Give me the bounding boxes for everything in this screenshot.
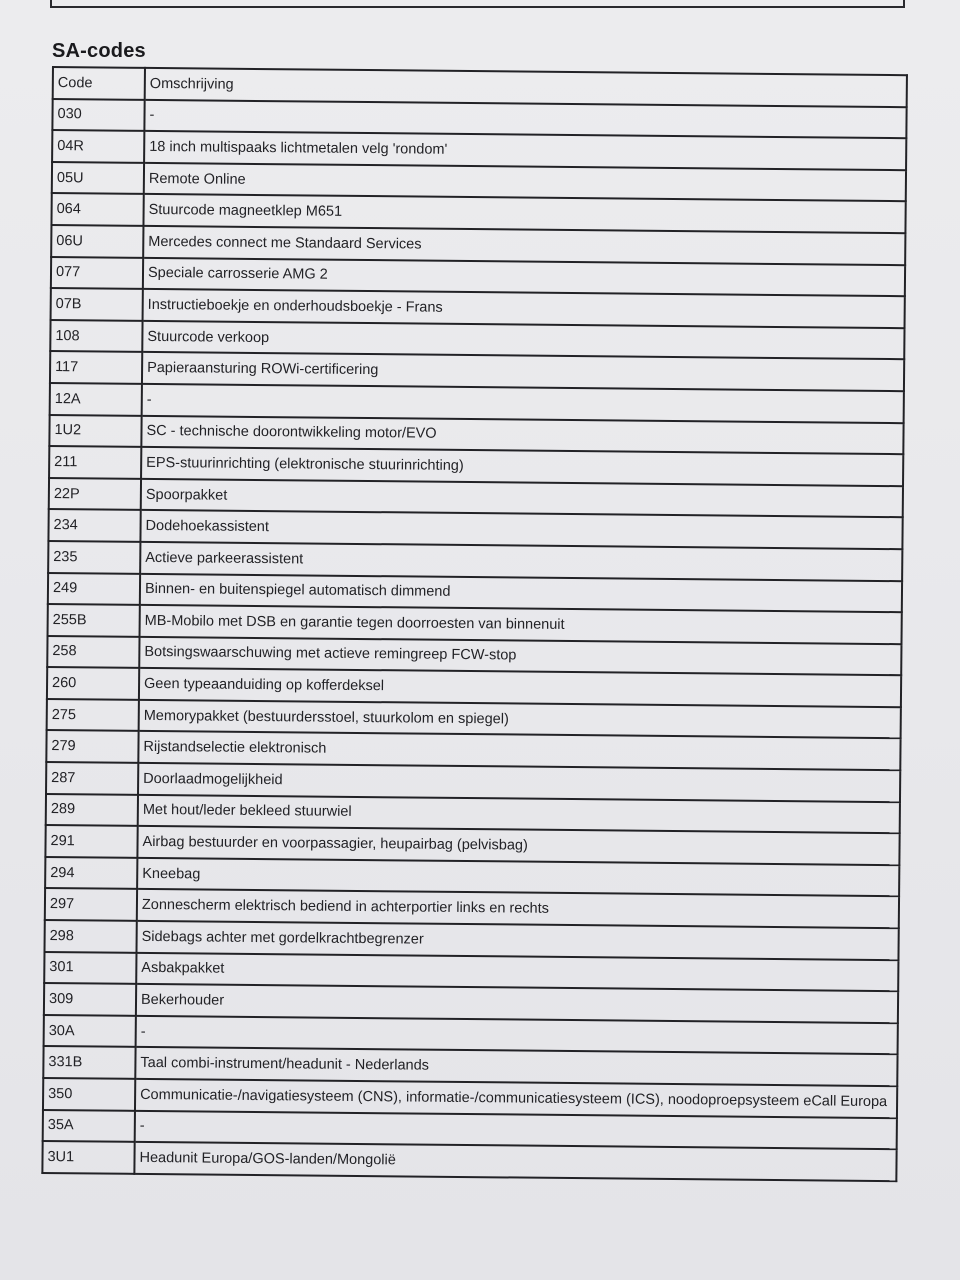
description-cell: Bekerhouder xyxy=(136,984,898,1023)
description-cell: Stuurcode magneetklep M651 xyxy=(143,194,905,233)
description-cell: Airbag bestuurder en voorpassagier, heupairbag (pelvisbag) xyxy=(137,826,899,865)
description-cell: - xyxy=(144,99,906,138)
description-cell: Rijstandselectie elektronisch xyxy=(138,731,900,770)
description-cell: Binnen- en buitenspiegel automatisch dimmend xyxy=(140,573,902,612)
code-cell: 077 xyxy=(51,257,143,289)
code-cell: 108 xyxy=(50,320,142,352)
code-cell: 234 xyxy=(48,509,140,541)
description-cell: Botsingswaarschuwing met actieve remingreep FCW-stop xyxy=(139,637,901,676)
code-cell: 255B xyxy=(48,604,140,636)
code-cell: 117 xyxy=(50,351,142,383)
sa-codes-table-container xyxy=(41,66,908,1182)
code-cell: 030 xyxy=(52,99,144,131)
code-cell: 294 xyxy=(45,857,137,889)
code-cell: 235 xyxy=(48,541,140,573)
description-cell: SC - technische doorontwikkeling motor/EVO xyxy=(141,415,903,454)
description-cell: - xyxy=(136,1016,898,1055)
sa-codes-table xyxy=(41,66,908,1182)
description-cell: Doorlaadmogelijkheid xyxy=(138,763,900,802)
description-cell: Stuurcode verkoop xyxy=(142,321,904,360)
description-cell: Instructieboekje en onderhoudsboekje - Frans xyxy=(143,289,905,328)
code-cell: 05U xyxy=(52,162,144,194)
description-cell: Speciale carrosserie AMG 2 xyxy=(143,257,905,296)
description-cell: Headunit Europa/GOS-landen/Mongolië xyxy=(134,1142,896,1181)
description-cell: MB-Mobilo met DSB en garantie tegen doorroesten van binnenuit xyxy=(140,605,902,644)
code-cell: 287 xyxy=(46,762,138,794)
table-body xyxy=(42,99,906,1181)
code-cell: 297 xyxy=(45,888,137,920)
code-cell: 06U xyxy=(51,225,143,257)
code-cell: 22P xyxy=(49,478,141,510)
code-cell: 211 xyxy=(49,446,141,478)
code-cell: 07B xyxy=(51,288,143,320)
code-cell: 12A xyxy=(50,383,142,415)
code-cell: 291 xyxy=(45,825,137,857)
description-cell: Actieve parkeerassistent xyxy=(140,542,902,581)
description-cell: Papieraansturing ROWi-certificering xyxy=(142,352,904,391)
code-cell: 279 xyxy=(46,730,138,762)
code-cell: 331B xyxy=(43,1046,135,1078)
code-cell: 350 xyxy=(43,1078,135,1110)
code-cell: 1U2 xyxy=(49,415,141,447)
column-header-code: Code xyxy=(53,67,145,99)
code-cell: 04R xyxy=(52,130,144,162)
code-cell: 258 xyxy=(47,636,139,668)
description-cell: Met hout/leder bekleed stuurwiel xyxy=(138,795,900,834)
previous-table-edge xyxy=(50,0,905,8)
code-cell: 3U1 xyxy=(42,1141,134,1173)
code-cell: 249 xyxy=(48,572,140,604)
description-cell: Asbakpakket xyxy=(136,952,898,991)
description-cell: - xyxy=(135,1110,897,1149)
description-cell: Memorypakket (bestuurdersstoel, stuurkolom en spiegel) xyxy=(139,700,901,739)
code-cell: 275 xyxy=(47,699,139,731)
description-cell: - xyxy=(142,384,904,423)
page-title: SA-codes xyxy=(52,40,146,62)
description-cell: 18 inch multispaaks lichtmetalen velg 'rondom' xyxy=(144,131,906,170)
code-cell: 289 xyxy=(46,794,138,826)
code-cell: 260 xyxy=(47,667,139,699)
code-cell: 064 xyxy=(51,193,143,225)
description-cell: Sidebags achter met gordelkrachtbegrenzer xyxy=(136,921,898,960)
description-cell: Taal combi-instrument/headunit - Nederlands xyxy=(135,1047,897,1086)
description-cell: Mercedes connect me Standaard Services xyxy=(143,226,905,265)
code-cell: 30A xyxy=(44,1015,136,1047)
code-cell: 309 xyxy=(44,983,136,1015)
column-header-description: Omschrijving xyxy=(145,68,907,107)
description-cell: Communicatie-/navigatiesysteem (CNS), informatie-/communicatiesysteem (ICS), noodoproepsysteem eCall Europa xyxy=(135,1079,897,1118)
description-cell: Remote Online xyxy=(144,163,906,202)
description-cell: Spoorpakket xyxy=(141,479,903,518)
description-cell: EPS-stuurinrichting (elektronische stuurinrichting) xyxy=(141,447,903,486)
description-cell: Geen typeaanduiding op kofferdeksel xyxy=(139,668,901,707)
code-cell: 298 xyxy=(44,920,136,952)
code-cell: 301 xyxy=(44,952,136,984)
description-cell: Dodehoekassistent xyxy=(140,510,902,549)
description-cell: Kneebag xyxy=(137,858,899,897)
description-cell: Zonnescherm elektrisch bediend in achterportier links en rechts xyxy=(137,889,899,928)
code-cell: 35A xyxy=(43,1110,135,1142)
